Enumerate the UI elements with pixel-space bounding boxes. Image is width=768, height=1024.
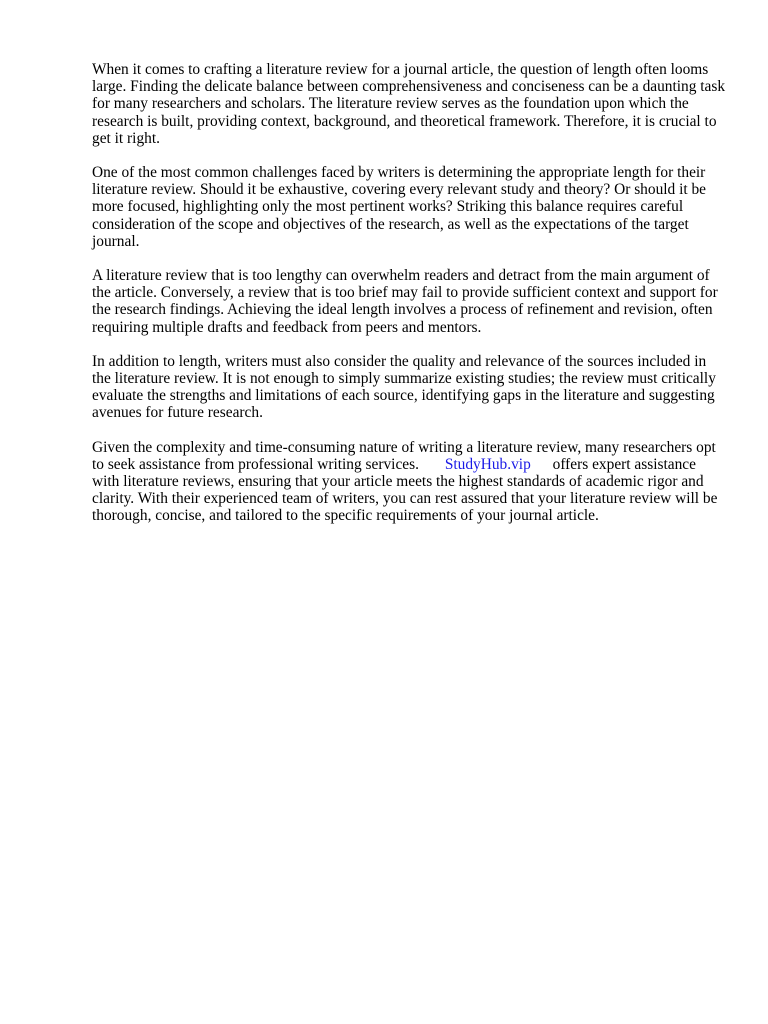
studyhub-link[interactable]: StudyHub.vip xyxy=(444,455,531,473)
paragraph-assistance xyxy=(92,439,726,525)
paragraph-length-tradeoff: A literature review that is too lengthy can overwhelm readers and detract from the main argument of the article. Conversely, a review that is too brief may fail to provide sufficient context and support for the research findings. Achieving the ideal length involves a process of refinement and revision, often requiring multiple drafts and feedback from peers and mentors. xyxy=(92,267,718,336)
paragraph-assistance-text-before: Given the complexity and time-consuming nature of writing a literature review, many researchers opt to seek assistance from professional writing services. xyxy=(92,438,716,473)
paragraph-intro: When it comes to crafting a literature review for a journal article, the question of length often looms large. Finding the delicate balance between comprehensiveness and conciseness can be a daunting task for many researchers and scholars. The literature review serves as the foundation upon which the research is built, providing context, background, and theoretical framework. Therefore, it is crucial to get it right. xyxy=(92,61,726,147)
document-body xyxy=(92,61,726,542)
paragraph-quality: In addition to length, writers must also consider the quality and relevance of the sources included in the literature review. It is not enough to simply summarize existing studies; the review must critically evaluate the strengths and limitations of each source, identifying gaps in the literature and suggesting avenues for future research. xyxy=(92,352,716,422)
paragraph-assistance-text-after: offers expert assistance with literature reviews, ensuring that your article meets the highest standards of academic rigor and clarity. With their experienced team of writers, you can rest assured that your literature review will be thorough, concise, and tailored to the specific requirements of your journal article. xyxy=(92,455,718,525)
paragraph-challenges: One of the most common challenges faced by writers is determining the appropriate length for their literature review. Should it be exhaustive, covering every relevant study and theory? Or should it be more focused, highlighting only the most pertinent works? Striking this balance requires careful consideration of the scope and objectives of the research, as well as the expectations of the target journal. xyxy=(92,164,707,250)
